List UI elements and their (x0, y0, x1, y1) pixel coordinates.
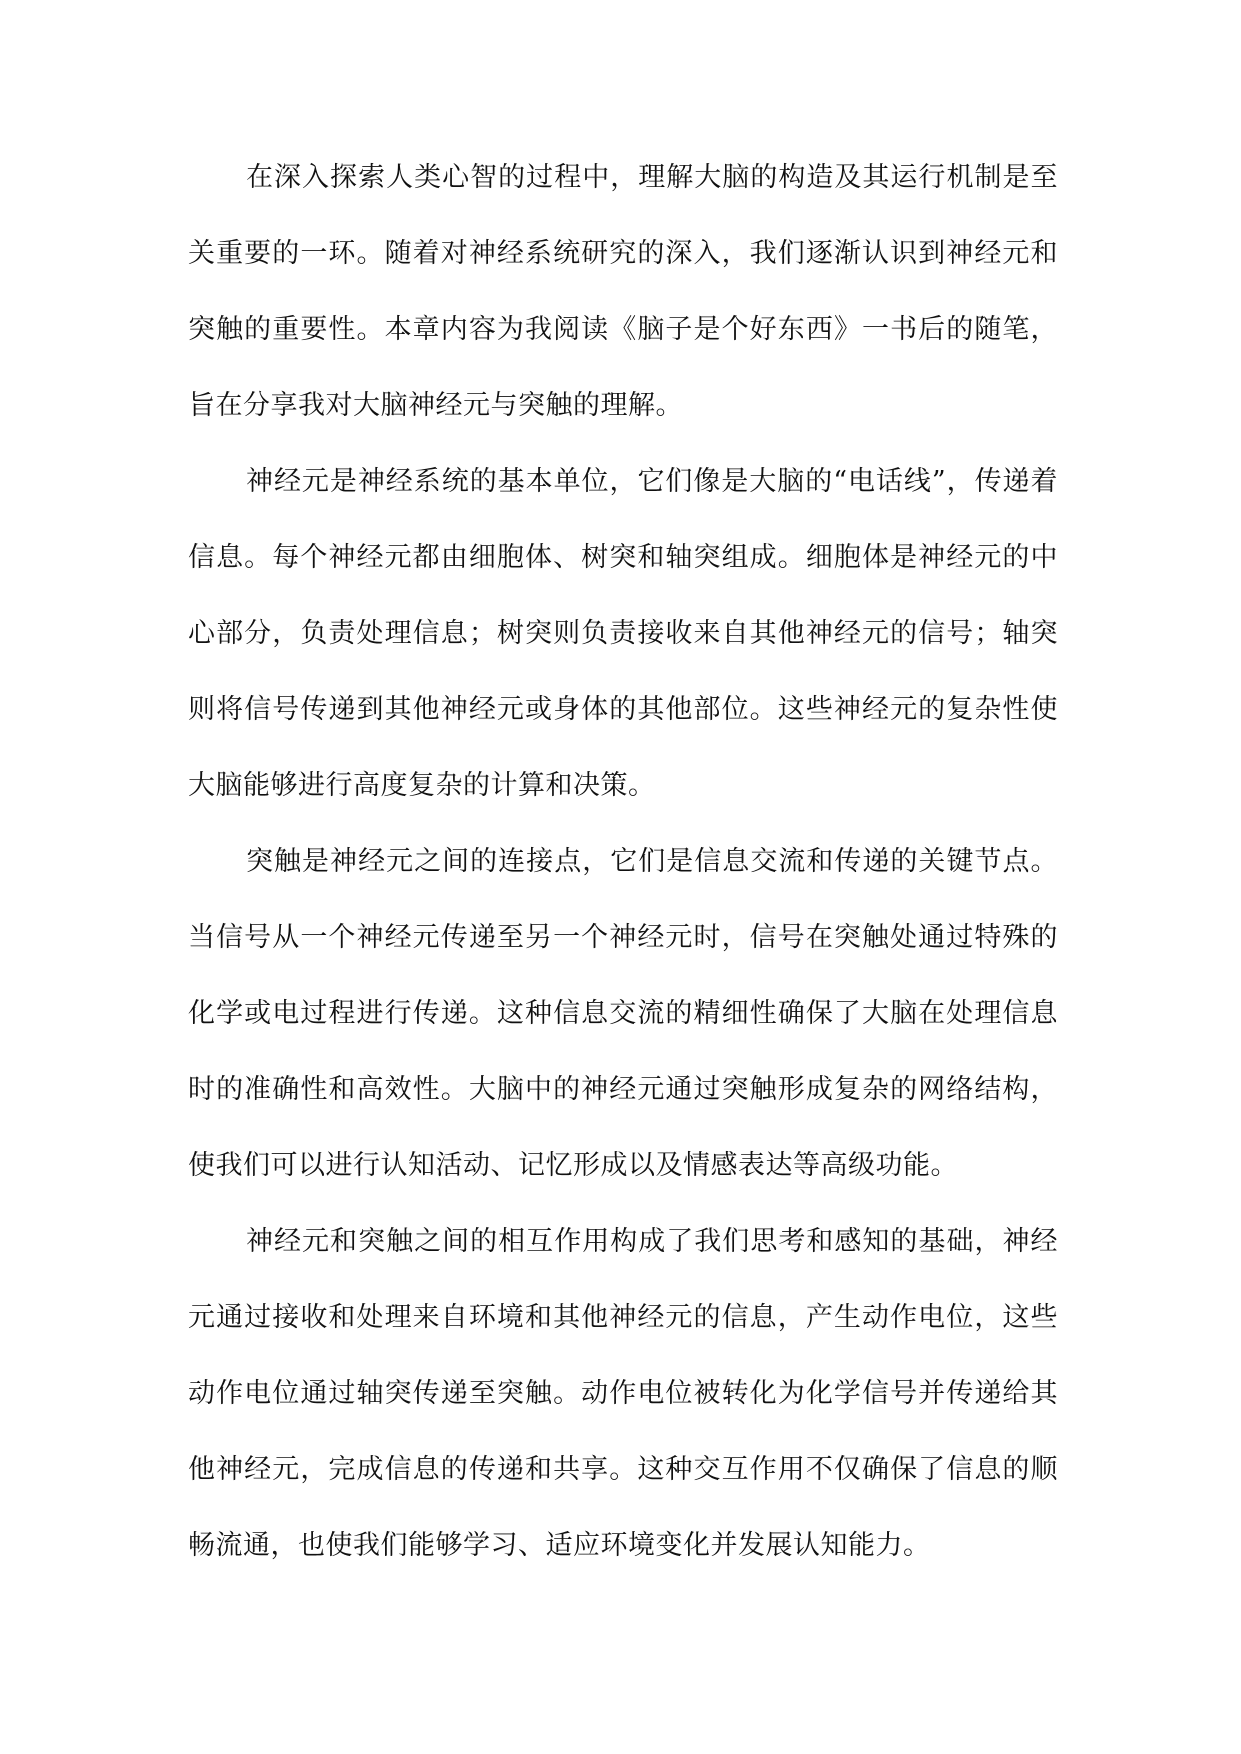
paragraph-1: 在深入探索人类心智的过程中，理解大脑的构造及其运行机制是至关重要的一环。随着对神经系统研究的深入，我们逐渐认识到神经元和突触的重要性。本章内容为我阅读《脑子是个好东西》一书后的随笔，旨在分享我对大脑神经元与突触的理解。 (188, 162, 1058, 421)
paragraph-2: 神经元是神经系统的基本单位，它们像是大脑的“电话线”，传递着信息。每个神经元都由细胞体、树突和轴突组成。细胞体是神经元的中心部分，负责处理信息；树突则负责接收来自其他神经元的信号；轴突则将信号传递到其他神经元或身体的其他部位。这些神经元的复杂性使大脑能够进行高度复杂的计算和决策。 (188, 466, 1058, 801)
document-body (188, 140, 1058, 1584)
paragraph-4: 神经元和突触之间的相互作用构成了我们思考和感知的基础，神经元通过接收和处理来自环境和其他神经元的信息，产生动作电位，这些动作电位通过轴突传递至突触。动作电位被转化为化学信号并传递给其他神经元，完成信息的传递和共享。这种交互作用不仅确保了信息的顺畅流通，也使我们能够学习、适应环境变化并发展认知能力。 (188, 1226, 1058, 1561)
paragraph-3: 突触是神经元之间的连接点，它们是信息交流和传递的关键节点。当信号从一个神经元传递至另一个神经元时，信号在突触处通过特殊的化学或电过程进行传递。这种信息交流的精细性确保了大脑在处理信息时的准确性和高效性。大脑中的神经元通过突触形成复杂的网络结构，使我们可以进行认知活动、记忆形成以及情感表达等高级功能。 (188, 846, 1058, 1181)
